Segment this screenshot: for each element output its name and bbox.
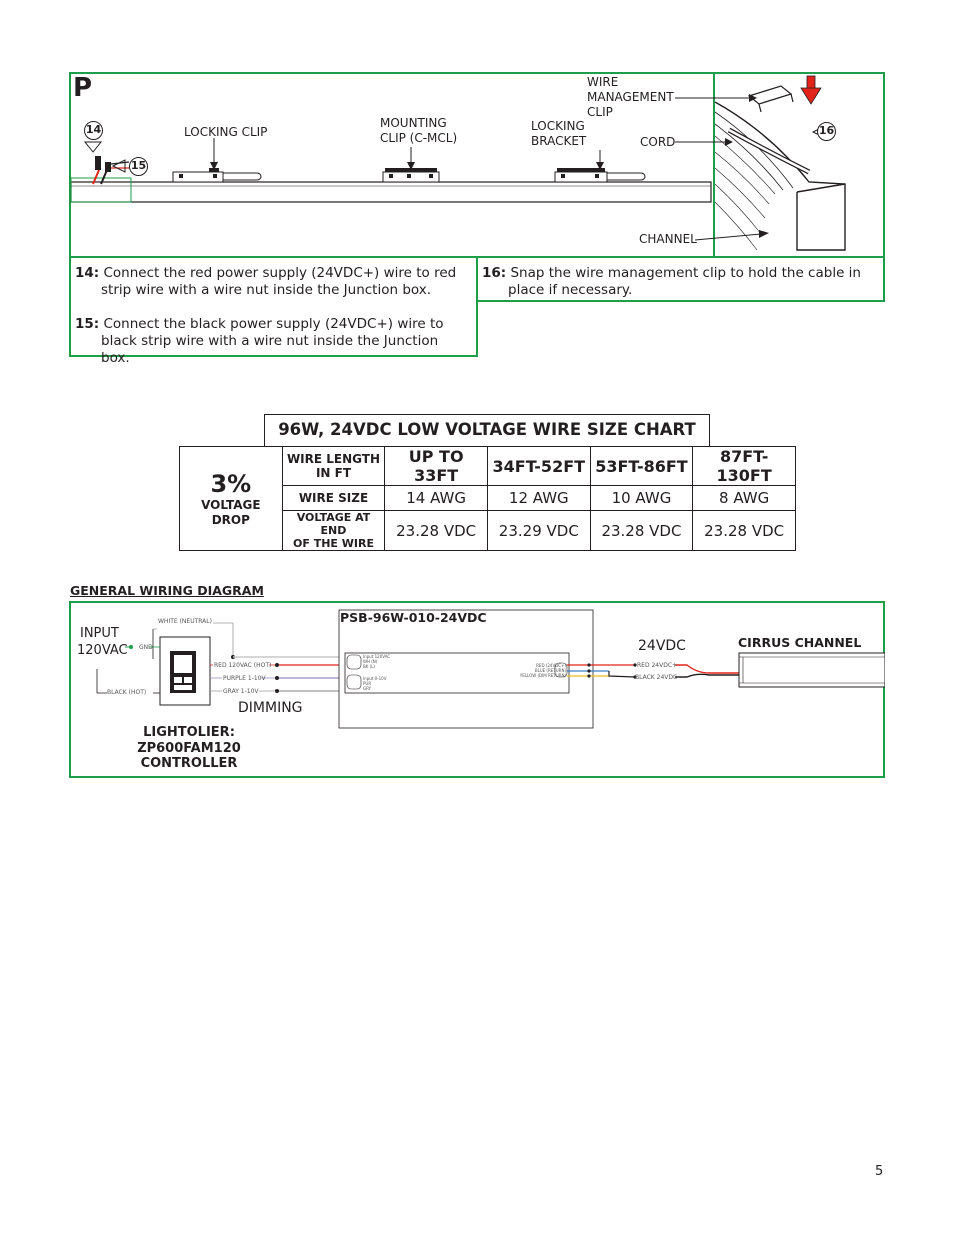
row-label-voltage [282, 511, 385, 551]
step-15 [75, 316, 471, 367]
step-15-text: Connect the black power supply (24VDC+) wire to black strip wire with a wire nut inside the Junction box. [101, 316, 444, 366]
driver-out-2: BLUE (RETURN) [534, 668, 566, 673]
dimming-label: DIMMING [238, 700, 303, 716]
wiring-heading: GENERAL WIRING DIAGRAM [70, 583, 264, 598]
wire-size-cell: 10 AWG [590, 486, 693, 511]
row-label-size: WIRE SIZE [282, 486, 385, 511]
driver-in-3: BK (L) [363, 664, 375, 669]
gnd-label: GND [139, 644, 153, 651]
wire-size-cell: 14 AWG [385, 486, 488, 511]
black-24-label: BLACK 24VDC- [635, 674, 680, 681]
wire-size-cell: 8 AWG [693, 486, 796, 511]
step-16 [482, 265, 882, 299]
col-header: 34FT-52FT [487, 447, 590, 486]
label-channel: CHANNEL [639, 232, 697, 246]
driver-in-5: PUR [363, 681, 372, 686]
driver-out-1: RED (24VDC+) [536, 663, 566, 668]
driver-in-2: WH (N) [363, 659, 378, 664]
voltage-cell: 23.28 VDC [590, 511, 693, 551]
channel-detail [715, 76, 845, 250]
controller-line-2: ZP600FAM120 [137, 740, 241, 756]
locking-bracket-shape [555, 168, 645, 182]
col-header: UP TO 33FT [385, 447, 488, 486]
panel-letter: P [73, 73, 93, 103]
row-label-voltage-1: VOLTAGE AT END [296, 511, 371, 537]
cirrus-channel [739, 653, 885, 687]
row-label-voltage-2: OF THE WIRE [293, 537, 374, 550]
row-label-length [282, 447, 385, 486]
voltage-drop-value: 3% [210, 469, 252, 498]
row-label-length-1: WIRE LENGTH [286, 452, 381, 466]
controller-label [120, 725, 258, 772]
purple-label: PURPLE 1-10V [223, 675, 266, 682]
step-16-number: 16: [482, 265, 507, 281]
step-14 [75, 265, 471, 299]
row-label-length-2: IN FT [315, 466, 352, 480]
driver-in-4: Input 0-10V [363, 676, 387, 681]
v24-label: 24VDC [638, 638, 686, 654]
black-hot-label: BLACK (HOT) [107, 689, 147, 696]
callout-14: 14 [84, 121, 103, 140]
channel-strip [71, 182, 711, 202]
controller-line-1: LIGHTOLIER: [143, 725, 235, 740]
step-16-text: Snap the wire management clip to hold the cable in place if necessary. [508, 265, 861, 298]
wire-size-table [179, 446, 796, 551]
driver-in-1: Input 120VAC [363, 654, 391, 659]
label-mounting-clip-1: MOUNTING [380, 116, 447, 130]
gray-label: GRAY 1-10V [223, 688, 259, 695]
controller-line-3: CONTROLLER [140, 756, 238, 771]
cirrus-label: CIRRUS CHANNEL [738, 635, 862, 650]
label-locking-bracket-1: LOCKING [531, 119, 585, 133]
driver-in-6: GRY [363, 686, 372, 691]
red-hot-label: RED 120VAC (HOT) [214, 662, 272, 669]
label-locking-bracket-2: BRACKET [531, 134, 587, 148]
voltage-cell: 23.28 VDC [693, 511, 796, 551]
input-label-1: INPUT [80, 626, 119, 641]
col-header: 87FT-130FT [693, 447, 796, 486]
white-neutral-label: WHITE (NEUTRAL) [158, 618, 212, 625]
voltage-drop-cell [180, 447, 283, 551]
red-24-label: RED 24VDC+ [637, 662, 678, 669]
step-14-number: 14: [75, 265, 100, 281]
installation-drawing [69, 72, 885, 258]
label-wire-mgmt-1: WIRE [587, 75, 619, 89]
label-mounting-clip-2: CLIP (C-MCL) [380, 131, 458, 145]
voltage-drop-label-1: VOLTAGE [201, 497, 261, 512]
driver-out-3: YELLOW (DIM RETURN) [519, 673, 566, 678]
label-wire-mgmt-2: MANAGEMENT [587, 90, 674, 104]
label-cord: CORD [640, 135, 676, 149]
callout-15: 15 [129, 157, 148, 176]
voltage-cell: 23.28 VDC [385, 511, 488, 551]
chart-title: 96W, 24VDC LOW VOLTAGE WIRE SIZE CHART [278, 420, 696, 439]
mounting-clip-shape [383, 168, 439, 182]
voltage-drop-label-2: DROP [211, 512, 250, 527]
col-header: 53FT-86FT [590, 447, 693, 486]
step-15-number: 15: [75, 316, 100, 332]
callout-16: 16 [817, 122, 836, 141]
step-14-text: Connect the red power supply (24VDC+) wire to red strip wire with a wire nut inside the Junction box. [101, 265, 457, 298]
wire-size-cell: 12 AWG [487, 486, 590, 511]
driver-label: PSB-96W-010-24VDC [340, 610, 487, 625]
page-number: 5 [875, 1164, 884, 1179]
voltage-cell: 23.29 VDC [487, 511, 590, 551]
label-wire-mgmt-3: CLIP [587, 105, 613, 119]
locking-clip-shape [173, 168, 261, 182]
input-label-2: 120VAC [77, 643, 128, 658]
label-locking-clip: LOCKING CLIP [184, 125, 268, 139]
